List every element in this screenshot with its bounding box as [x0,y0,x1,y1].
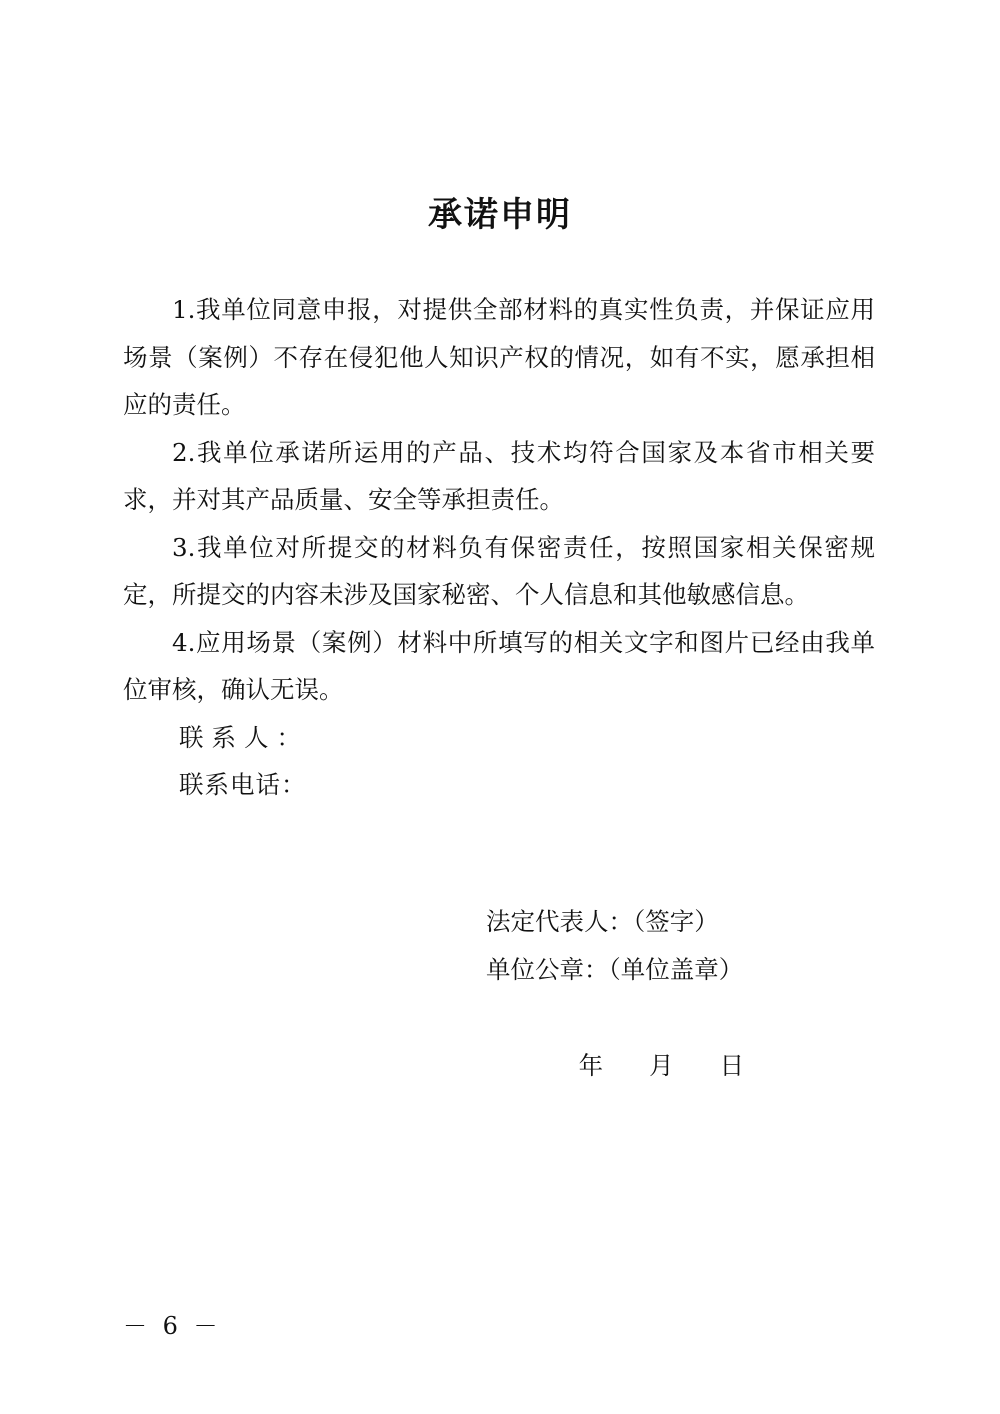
date-year: 年 [578,1051,604,1080]
commitment-body [123,286,875,809]
contact-person-label: 联系人： [179,722,309,752]
date-line [563,994,744,1090]
contact-phone-label: 联系电话： [179,770,307,799]
date-month: 月 [649,1051,674,1080]
page-number: － 6 － [123,1312,222,1340]
commitment-paragraph-4: 4.应用场景（案例）材料中所填写的相关文字和图片已经由我单位审核，确认无误。 [123,627,875,704]
commitment-paragraph-2: 2.我单位承诺所运用的产品、技术均符合国家及本省市相关要求，并对其产品质量、安全等承担责任。 [123,437,875,514]
unit-seal-label: 单位公章：（单位盖章） [486,955,744,984]
legal-representative-label: 法定代表人：（签字） [486,907,719,936]
commitment-paragraph-1: 1.我单位同意申报，对提供全部材料的真实性负责，并保证应用场景（案例）不存在侵犯他人知识产权的情况，如有不实，愿承担相应的责任。 [123,295,875,419]
commitment-paragraph-3: 3.我单位对所提交的材料负有保密责任，按照国家相关保密规定，所提交的内容未涉及国家秘密、个人信息和其他敏感信息。 [123,532,875,609]
document-title: 承诺申明 [428,195,572,235]
date-day: 日 [719,1051,745,1080]
signature-block [486,898,743,994]
